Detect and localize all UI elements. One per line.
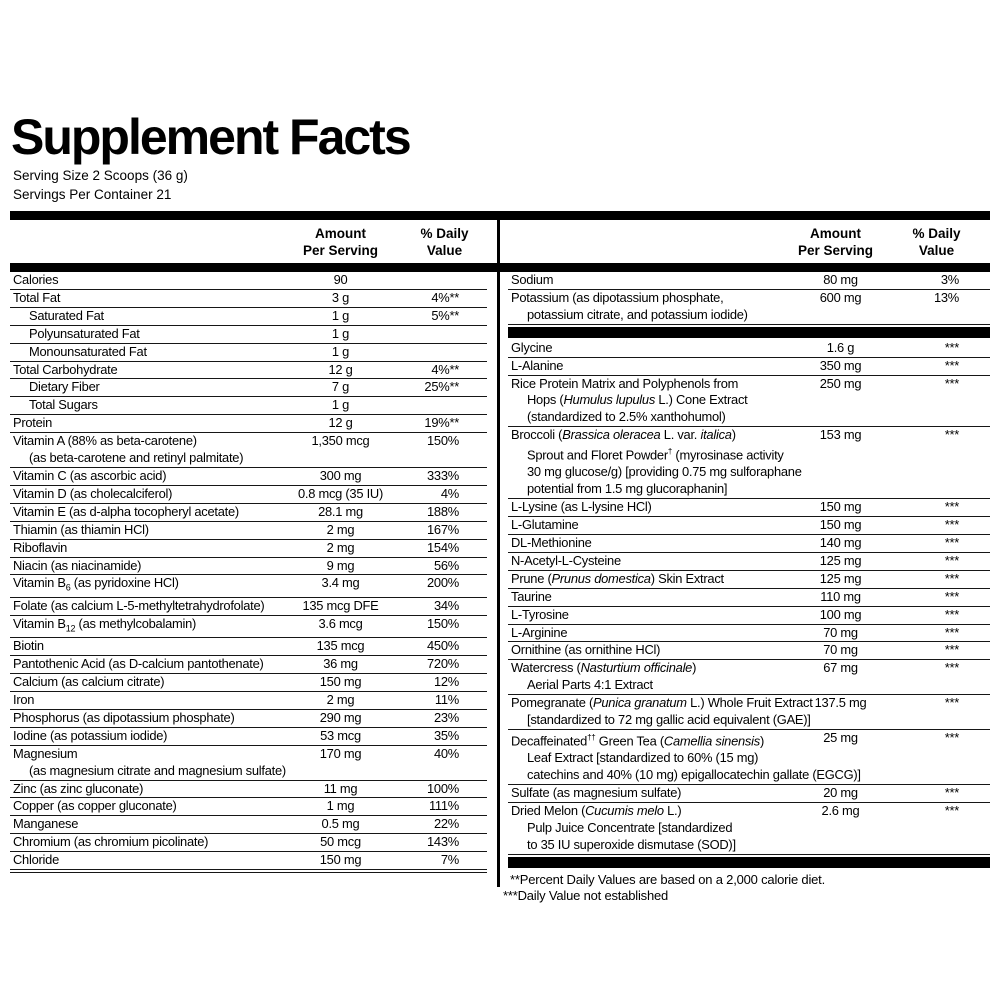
nutrient-name: Monounsaturated Fat — [29, 343, 147, 359]
serving-size: Serving Size 2 Scoops (36 g) — [13, 168, 188, 183]
nutrient-amount: 125 mg — [819, 552, 862, 568]
nutrient-name: Iron — [13, 692, 35, 707]
nutrient-amount: 11 mg — [323, 780, 358, 796]
nutrient-daily-value: *** — [944, 695, 959, 711]
nutrient-name: L-Glutamine — [511, 517, 579, 533]
nutrient-name: Phosphorus (as dipotassium phosphate) — [13, 709, 235, 725]
nutrient-daily-value: *** — [944, 729, 959, 745]
nutrient-row — [10, 852, 487, 873]
nutrient-row — [10, 344, 487, 362]
nutrient-row — [10, 290, 487, 308]
nutrient-name: Saturated Fat — [29, 307, 104, 323]
nutrient-row — [508, 660, 990, 695]
nutrient-amount: 12 g — [328, 361, 353, 377]
nutrient-row — [10, 326, 487, 344]
nutrient-row — [10, 598, 487, 616]
nutrient-daily-value: 19%** — [424, 415, 459, 431]
nutrient-daily-value: *** — [944, 588, 959, 604]
nutrient-row — [508, 695, 990, 730]
section-divider-bar — [508, 857, 990, 868]
nutrient-row — [10, 379, 487, 397]
nutrient-name: Chloride — [13, 852, 60, 868]
nutrient-row — [508, 571, 990, 589]
nutrient-row — [10, 415, 487, 433]
nutrient-name: Chromium (as chromium picolinate) — [13, 834, 209, 850]
nutrient-amount: 50 mcg — [320, 834, 361, 850]
nutrient-amount: 290 mg — [319, 709, 362, 725]
nutrient-daily-value: *** — [944, 784, 959, 800]
nutrient-name: Decaffeinated†† Green Tea (Camellia sinensis) — [511, 732, 764, 749]
nutrient-amount: 350 mg — [819, 357, 862, 373]
nutrient-row — [10, 308, 487, 326]
nutrient-daily-value: 4%** — [431, 289, 459, 305]
daily-value-header-left: % Daily Value — [420, 226, 469, 258]
nutrient-daily-value: 35% — [433, 727, 459, 743]
nutrient-name: Dried Melon (Cucumis melo L.) — [511, 802, 682, 818]
nutrient-amount: 67 mg — [823, 660, 858, 676]
nutrient-amount: 2.6 mg — [821, 802, 860, 818]
nutrient-row — [508, 730, 990, 785]
nutrient-amount: 28.1 mg — [318, 503, 363, 519]
nutrient-amount: 100 mg — [819, 606, 862, 622]
nutrient-name: Ornithine (as ornithine HCl) — [511, 642, 661, 658]
nutrient-name-continued: Pulp Juice Concentrate [standardized — [527, 819, 733, 835]
nutrient-row — [10, 674, 487, 692]
nutrient-name: Total Carbohydrate — [13, 361, 118, 377]
servings-per-container: Servings Per Container 21 — [13, 186, 172, 202]
nutrient-name-continued: Leaf Extract [standardized to 60% (15 mg) — [527, 750, 759, 766]
nutrient-amount: 150 mg — [819, 517, 862, 533]
nutrient-daily-value: *** — [944, 517, 959, 533]
nutrient-daily-value: *** — [944, 357, 959, 373]
nutrient-amount: 1 g — [331, 343, 350, 359]
nutrient-daily-value: 13% — [933, 289, 959, 305]
nutrient-daily-value: 23% — [433, 709, 459, 725]
nutrient-daily-value: 3% — [940, 272, 959, 287]
nutrient-row — [508, 340, 990, 358]
nutrient-name: Vitamin E (as d-alpha tocopheryl acetate) — [13, 503, 239, 519]
nutrient-name: Pomegranate (Punica granatum L.) Whole Fruit Extract — [511, 695, 813, 711]
nutrient-row — [10, 433, 487, 468]
header-rule-bar — [10, 263, 990, 272]
nutrient-row — [10, 522, 487, 540]
nutrient-daily-value: 188% — [427, 503, 459, 519]
nutrient-name-continued: Hops (Humulus lupulus L.) Cone Extract — [527, 392, 748, 408]
nutrient-name: Iodine (as potassium iodide) — [13, 727, 168, 743]
nutrient-amount: 170 mg — [319, 745, 362, 761]
nutrient-daily-value: *** — [944, 802, 959, 818]
nutrient-name: Total Fat — [13, 289, 61, 305]
nutrient-amount: 150 mg — [819, 499, 862, 515]
nutrient-row — [10, 638, 487, 656]
nutrient-amount: 12 g — [328, 415, 353, 431]
nutrient-name-continued: Sprout and Floret Powder† (myrosinase activity — [527, 447, 784, 463]
nutrient-amount: 1 g — [331, 307, 350, 323]
section-divider-bar — [508, 327, 990, 338]
nutrient-daily-value: *** — [944, 606, 959, 622]
nutrient-row — [10, 397, 487, 415]
amount-header-right: Amount Per Serving — [797, 226, 874, 258]
nutrient-amount: 153 mg — [819, 427, 862, 443]
nutrient-name: Broccoli (Brassica oleracea L. var. italica) — [511, 427, 736, 443]
nutrient-name: Vitamin $B_{12}$ (as methylcobalamin) — [13, 615, 197, 634]
nutrient-daily-value: 4%** — [431, 361, 459, 377]
nutrient-name: Niacin (as niacinamide) — [13, 557, 142, 573]
nutrient-row — [10, 504, 487, 522]
serving-info — [13, 167, 188, 204]
nutrient-amount: 140 mg — [819, 534, 862, 550]
nutrient-row — [10, 816, 487, 834]
nutrient-daily-value: 111% — [428, 798, 459, 814]
nutrient-name: Calories — [13, 272, 59, 287]
top-rule-bar — [10, 211, 990, 220]
nutrient-amount: 1,350 mcg — [311, 433, 370, 449]
footnote-not-established: ***Daily Value not established — [503, 888, 669, 904]
nutrient-column-right — [503, 272, 990, 905]
nutrient-row — [10, 362, 487, 380]
nutrient-amount: 0.5 mg — [321, 816, 360, 832]
nutrient-row — [10, 746, 487, 781]
nutrient-name: Prune (Prunus domestica) Skin Extract — [511, 570, 724, 586]
nutrient-amount: 3.6 mcg — [318, 615, 363, 631]
nutrient-amount: 2 mg — [326, 521, 355, 537]
nutrient-daily-value: 720% — [427, 656, 459, 672]
nutrient-row — [508, 607, 990, 625]
nutrient-amount: 110 mg — [820, 588, 861, 604]
nutrient-name: Taurine — [511, 588, 552, 604]
nutrient-amount: 25 mg — [823, 729, 858, 745]
nutrient-row — [508, 272, 990, 290]
nutrient-name-continued: 30 mg glucose/g) [providing 0.75 mg sulforaphane — [527, 464, 802, 480]
nutrient-daily-value: *** — [944, 552, 959, 568]
nutrient-amount: 135 mcg — [316, 638, 365, 654]
nutrient-daily-value: 333% — [427, 467, 459, 483]
nutrient-name: DL-Methionine — [511, 534, 592, 550]
nutrient-row — [10, 692, 487, 710]
nutrient-row — [10, 710, 487, 728]
nutrient-name: Vitamin D (as cholecalciferol) — [13, 485, 173, 501]
nutrient-name-continued: (as beta-carotene and retinyl palmitate) — [29, 450, 244, 466]
nutrient-row — [10, 272, 487, 290]
nutrient-daily-value: *** — [944, 642, 959, 658]
nutrient-row — [10, 468, 487, 486]
nutrient-row — [508, 642, 990, 660]
nutrient-name: Sodium — [511, 272, 554, 287]
nutrient-daily-value: 154% — [427, 539, 459, 555]
nutrient-name: Rice Protein Matrix and Polyphenols from — [511, 375, 739, 391]
nutrient-amount: 80 mg — [823, 272, 858, 287]
nutrient-name: N-Acetyl-L-Cysteine — [511, 552, 621, 568]
nutrient-amount: 150 mg — [319, 852, 362, 868]
nutrient-daily-value: 150% — [427, 615, 459, 631]
nutrient-row — [508, 535, 990, 553]
nutrient-name-continued: (standardized to 2.5% xanthohumol) — [527, 409, 726, 425]
nutrient-row — [508, 589, 990, 607]
nutrient-row — [508, 499, 990, 517]
nutrient-daily-value: 100% — [427, 780, 459, 796]
nutrient-name: L-Arginine — [511, 624, 568, 640]
nutrient-amount: 70 mg — [823, 642, 858, 658]
nutrient-name: Calcium (as calcium citrate) — [13, 674, 165, 690]
nutrient-row — [10, 616, 487, 638]
nutrient-name: Folate (as calcium L-5-methyltetrahydrofolate) — [13, 597, 265, 613]
nutrient-amount: 300 mg — [319, 467, 362, 483]
nutrient-daily-value: 143% — [427, 834, 459, 850]
nutrient-name: L-Alanine — [511, 357, 564, 373]
footnotes — [503, 872, 990, 905]
nutrient-row — [10, 575, 487, 597]
nutrient-amount: 53 mcg — [320, 727, 361, 743]
nutrient-daily-value: *** — [944, 660, 959, 676]
nutrient-amount: 36 mg — [323, 656, 358, 672]
nutrient-daily-value: 5%** — [431, 307, 459, 323]
nutrient-amount: 0.8 mcg (35 IU) — [297, 485, 384, 501]
nutrient-name: Thiamin (as thiamin HCl) — [13, 521, 149, 537]
nutrient-daily-value: 25%** — [424, 379, 459, 395]
nutrient-amount: 70 mg — [823, 624, 858, 640]
nutrient-name: Biotin — [13, 638, 44, 654]
nutrient-daily-value: *** — [944, 427, 959, 443]
nutrient-daily-value: 150% — [427, 433, 459, 449]
nutrient-row — [508, 427, 990, 499]
nutrient-amount: 1 mg — [326, 798, 355, 814]
nutrient-name-continued: catechins and 40% (10 mg) epigallocatechin gallate (EGCG)] — [527, 767, 861, 783]
nutrient-amount: 600 mg — [819, 289, 862, 305]
nutrient-amount: 1.6 g — [826, 339, 855, 355]
nutrient-row — [10, 656, 487, 674]
nutrient-amount: 250 mg — [819, 375, 862, 391]
nutrient-row — [508, 803, 990, 855]
nutrient-amount: 1 g — [331, 325, 350, 341]
nutrient-row — [508, 517, 990, 535]
nutrient-amount: 3.4 mg — [321, 575, 360, 591]
nutrient-daily-value: 167% — [427, 521, 459, 537]
nutrient-daily-value: 4% — [440, 485, 459, 501]
nutrient-name: Watercress (Nasturtium officinale) — [511, 660, 697, 676]
nutrient-row — [508, 785, 990, 803]
nutrient-name: Manganese — [13, 816, 79, 832]
nutrient-row — [10, 781, 487, 799]
nutrient-name: Polyunsaturated Fat — [29, 325, 140, 341]
nutrient-amount: 125 mg — [819, 570, 862, 586]
nutrient-row — [508, 553, 990, 571]
nutrient-daily-value: 450% — [427, 638, 459, 654]
nutrient-daily-value: 34% — [433, 597, 459, 613]
nutrient-daily-value: *** — [944, 534, 959, 550]
nutrient-daily-value: *** — [944, 570, 959, 586]
nutrient-name-continued: potential from 1.5 mg glucoraphanin] — [527, 481, 728, 497]
amount-header-left: Amount Per Serving — [302, 226, 379, 258]
footnote-daily-values: **Percent Daily Values are based on a 2,000 calorie diet. — [510, 871, 826, 887]
nutrient-daily-value: 22% — [433, 816, 459, 832]
nutrient-name: Vitamin C (as ascorbic acid) — [13, 467, 167, 483]
nutrient-row — [10, 798, 487, 816]
nutrient-amount: 135 mcg DFE — [302, 597, 379, 613]
nutrient-amount: 7 g — [331, 379, 350, 395]
nutrient-daily-value: *** — [944, 339, 959, 355]
nutrient-name: Sulfate (as magnesium sulfate) — [511, 784, 682, 800]
nutrient-column-left — [10, 272, 487, 873]
nutrient-row — [10, 540, 487, 558]
nutrient-row — [508, 290, 990, 325]
nutrient-amount: 90 — [333, 272, 348, 287]
nutrient-name: Zinc (as zinc gluconate) — [13, 780, 144, 796]
nutrient-name: Copper (as copper gluconate) — [13, 798, 177, 814]
nutrient-row — [10, 834, 487, 852]
nutrient-amount: 1 g — [331, 397, 350, 413]
nutrient-amount: 137.5 mg — [814, 695, 867, 711]
nutrient-name-continued: [standardized to 72 mg gallic acid equivalent (GAE)] — [527, 712, 811, 728]
nutrient-name: Dietary Fiber — [29, 379, 100, 395]
nutrient-name: Pantothenic Acid (as D-calcium pantothenate) — [13, 656, 264, 672]
nutrient-name: Protein — [13, 415, 53, 431]
nutrient-row — [10, 558, 487, 576]
nutrient-amount: 150 mg — [319, 674, 362, 690]
nutrient-name: Riboflavin — [13, 539, 68, 555]
nutrient-name: L-Tyrosine — [511, 606, 569, 622]
nutrient-name-continued: Aerial Parts 4:1 Extract — [527, 677, 653, 693]
nutrient-row — [10, 486, 487, 504]
nutrient-name: Vitamin $B_6$ (as pyridoxine HCl) — [13, 575, 179, 593]
daily-value-header-right: % Daily Value — [912, 226, 961, 258]
nutrient-daily-value: 7% — [440, 852, 459, 868]
nutrient-daily-value: 56% — [433, 557, 459, 573]
nutrient-amount: 2 mg — [326, 692, 355, 707]
nutrient-amount: 3 g — [331, 289, 350, 305]
nutrient-name-continued: to 35 IU superoxide dismutase (SOD)] — [527, 836, 736, 852]
nutrient-amount: 9 mg — [326, 557, 355, 573]
nutrient-name: Glycine — [511, 339, 553, 355]
nutrient-name-continued: potassium citrate, and potassium iodide) — [527, 306, 748, 322]
nutrient-name: Magnesium — [13, 745, 78, 761]
nutrient-daily-value: *** — [944, 624, 959, 640]
column-divider — [497, 211, 500, 887]
nutrient-row — [508, 625, 990, 643]
nutrient-daily-value: 200% — [427, 575, 459, 591]
nutrient-row — [508, 376, 990, 428]
nutrient-name-continued: (as magnesium citrate and magnesium sulfate) — [29, 762, 286, 778]
nutrient-daily-value: 40% — [433, 745, 459, 761]
nutrient-amount: 2 mg — [326, 539, 355, 555]
nutrient-daily-value: *** — [944, 375, 959, 391]
nutrient-daily-value: *** — [944, 499, 959, 515]
nutrient-row — [508, 358, 990, 376]
nutrient-amount: 20 mg — [823, 784, 858, 800]
page-title: Supplement Facts — [11, 109, 410, 165]
nutrient-name: Total Sugars — [29, 397, 98, 413]
nutrient-row — [10, 728, 487, 746]
nutrient-name: Potassium (as dipotassium phosphate, — [511, 289, 724, 305]
nutrient-name: L-Lysine (as L-lysine HCl) — [511, 499, 652, 515]
nutrient-daily-value: 11% — [434, 692, 459, 707]
nutrient-name: Vitamin A (88% as beta-carotene) — [13, 433, 197, 449]
nutrient-daily-value: 12% — [433, 674, 459, 690]
